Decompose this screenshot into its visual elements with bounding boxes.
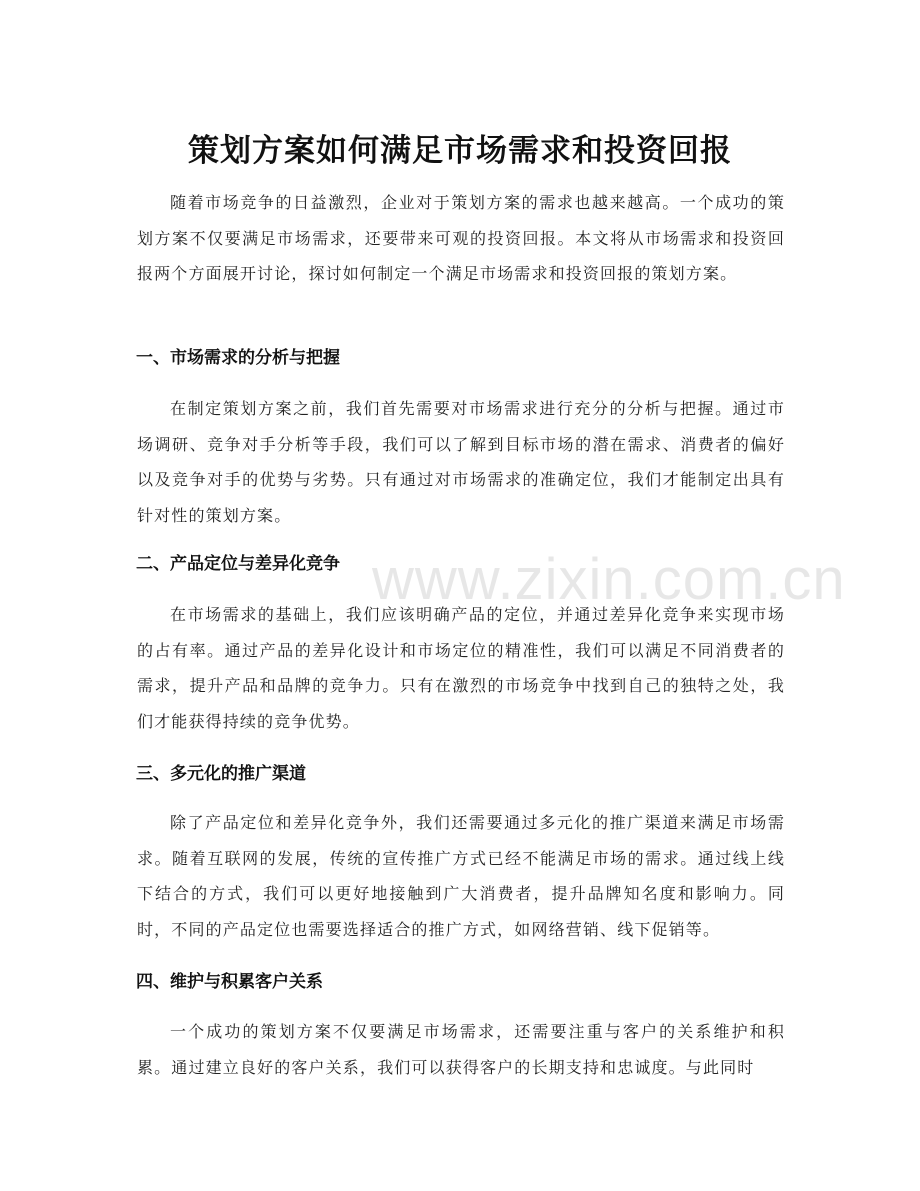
section-4-heading: 四、维护与积累客户关系: [136, 972, 323, 992]
section-1-heading: 一、市场需求的分析与把握: [136, 348, 340, 368]
section-3-body: 除了产品定位和差异化竞争外，我们还需要通过多元化的推广渠道来满足市场需求。随着互联网的发展，传统的宣传推广方式已经不能满足市场的需求。通过线上线下结合的方式，我们可以更好地接触到广大消费者，提升品牌知名度和影响力。同时，不同的产品定位也需要选择适合的推广方式，如网络营销、线下促销等。: [137, 813, 785, 939]
section-3-heading: 三、多元化的推广渠道: [136, 764, 306, 784]
section-2-body: 在市场需求的基础上，我们应该明确产品的定位，并通过差异化竞争来实现市场的占有率。通过产品的差异化设计和市场定位的精准性，我们可以满足不同消费者的需求，提升产品和品牌的竞争力。只有在激烈的市场竞争中找到自己的独特之处，我们才能获得持续的竞争优势。: [137, 605, 785, 731]
watermark: www.zixin.com.cn: [372, 547, 846, 612]
intro-paragraph: 随着市场竞争的日益激烈，企业对于策划方案的需求也越来越高。一个成功的策划方案不仅要满足市场需求，还要带来可观的投资回报。本文将从市场需求和投资回报两个方面展开讨论，探讨如何制定一个满足市场需求和投资回报的策划方案。: [137, 193, 785, 283]
section-2-heading: 二、产品定位与差异化竞争: [136, 554, 340, 574]
document-title: 策划方案如何满足市场需求和投资回报: [188, 132, 732, 169]
section-4-body: 一个成功的策划方案不仅要满足市场需求，还需要注重与客户的关系维护和积累。通过建立良好的客户关系，我们可以获得客户的长期支持和忠诚度。与此同时: [137, 1022, 785, 1077]
section-1-body: 在制定策划方案之前，我们首先需要对市场需求进行充分的分析与把握。通过市场调研、竞争对手分析等手段，我们可以了解到目标市场的潜在需求、消费者的偏好以及竞争对手的优势与劣势。只有通过对市场需求的准确定位，我们才能制定出具有针对性的策划方案。: [137, 399, 785, 525]
